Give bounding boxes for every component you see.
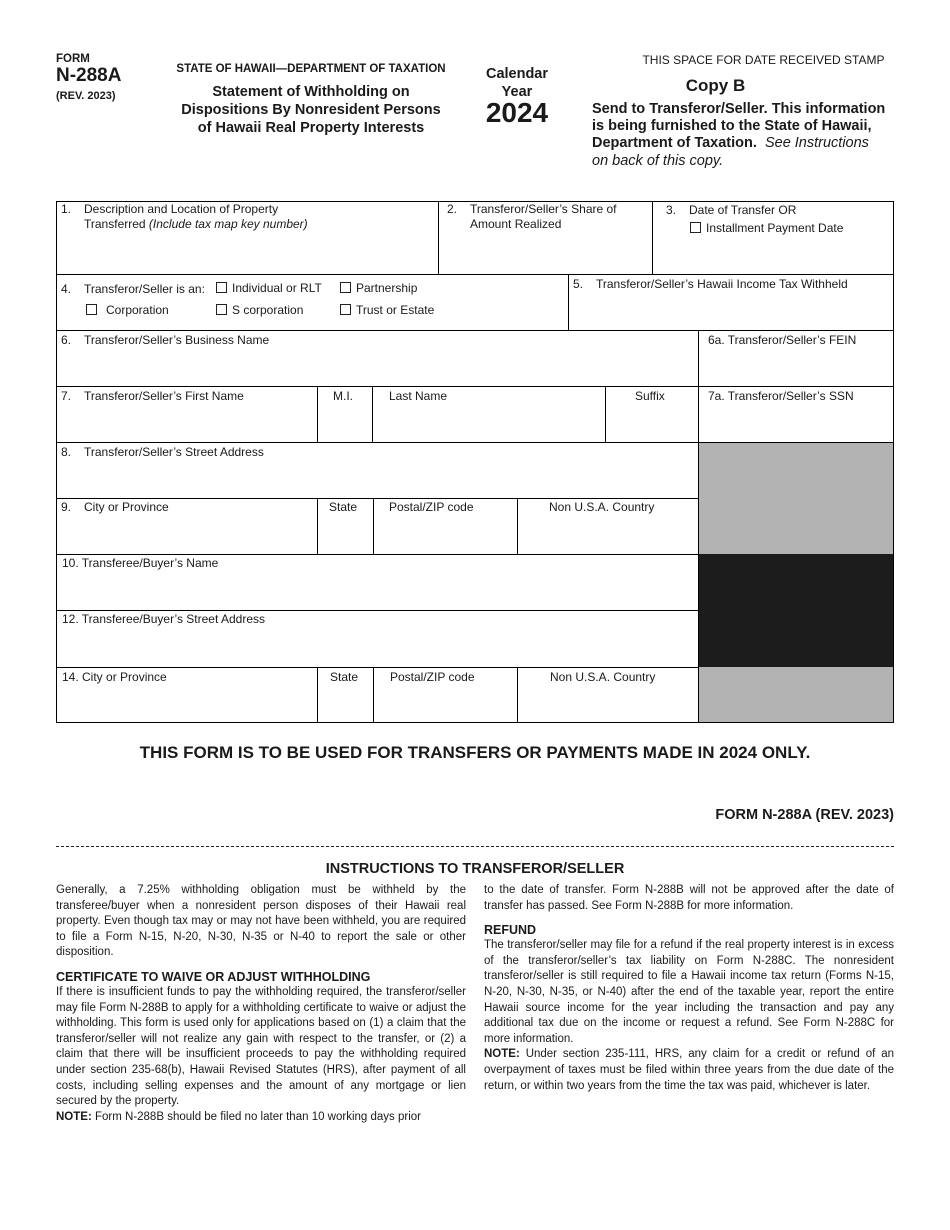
field-9-label[interactable]: City or Province: [84, 500, 169, 514]
trust-estate-label: Trust or Estate: [356, 303, 435, 317]
col-line: [438, 201, 439, 275]
field-9-number: 9.: [61, 500, 72, 514]
field-3-line1: Date of Transfer OR: [689, 203, 797, 217]
field-7-mi-label[interactable]: M.I.: [333, 389, 353, 403]
copy-note-line3: [592, 135, 912, 152]
copy-note: [592, 101, 912, 170]
agency-name: STATE OF HAWAII—DEPARTMENT OF TAXATION: [176, 63, 446, 75]
installment-payment-checkbox[interactable]: [690, 222, 701, 233]
partnership-checkbox[interactable]: [340, 282, 351, 293]
field-1-number: 1.: [61, 202, 72, 216]
col-line: [372, 386, 373, 443]
s-corporation-label: S corporation: [232, 303, 304, 317]
copy-note-line1: Send to Transferor/Seller. This information: [592, 101, 886, 117]
form-label: FORM: [56, 53, 90, 65]
field-14-state-label[interactable]: State: [330, 670, 359, 684]
instructions-right-column: [484, 883, 894, 1094]
col-line: [373, 498, 374, 555]
field-3-number: 3.: [666, 203, 677, 217]
row-line: [56, 610, 698, 611]
calendar-line1: Calendar: [485, 66, 549, 82]
field-7-number: 7.: [61, 389, 72, 403]
field-1-line2: Transferred: [84, 217, 146, 231]
refund-note-text: Under section 235-111, HRS, any claim for a credit or refund of an overpayment of taxes must be filed within three years from the due date of the return, or within two years from the time the tax was paid, whichever is later.: [484, 1048, 894, 1092]
certificate-heading: CERTIFICATE TO WAIVE OR ADJUST WITHHOLDING: [56, 969, 371, 984]
field-1-label[interactable]: [61, 202, 308, 232]
field-7-suffix-label[interactable]: Suffix: [635, 389, 665, 403]
field-7-last-name-label[interactable]: Last Name: [389, 389, 448, 403]
refund-heading: REFUND: [484, 923, 537, 938]
field-5-number: 5.: [573, 277, 584, 291]
field-14-label[interactable]: 14. City or Province: [62, 670, 167, 684]
cut-line: [56, 846, 894, 847]
field-8-label[interactable]: Transferor/Seller’s Street Address: [84, 445, 264, 459]
instructions-intro: Generally, a 7.25% withholding obligation must be withheld by the transferee/buyer when a nonresident person disposes of their Hawaii real property. Even though tax may or may not have been withheld, you are required to file a Form N-15, N-20, N-30, N-35 or N-40 to report the sale or other disposition.: [56, 884, 466, 959]
instructions-left-column: [56, 883, 466, 1125]
calendar-line2: Year: [501, 84, 533, 100]
footer-form-number: FORM N-288A (REV. 2023): [715, 807, 894, 823]
field-9-country-label[interactable]: Non U.S.A. Country: [549, 500, 655, 514]
certificate-note-text: Form N-288B should be filed no later than 10 working days prior: [94, 1110, 421, 1123]
field-7-label[interactable]: Transferor/Seller’s First Name: [84, 389, 244, 403]
field-1-tmk-note: (Include tax map key number): [148, 217, 308, 231]
field-1-line2-wrap: [61, 217, 308, 232]
row-line: [56, 274, 894, 275]
s-corporation-checkbox[interactable]: [216, 304, 227, 315]
col-line: [517, 667, 518, 723]
col-line: [568, 274, 569, 331]
certificate-note-label: NOTE:: [56, 1110, 92, 1123]
option-s-corporation[interactable]: [216, 303, 303, 318]
individual-checkbox[interactable]: [216, 282, 227, 293]
certificate-note: [56, 1110, 466, 1126]
field-2-label[interactable]: [447, 202, 617, 232]
installment-payment-label: Installment Payment Date: [706, 221, 844, 235]
row-line: [56, 386, 894, 387]
field-10-label[interactable]: 10. Transferee/Buyer’s Name: [62, 556, 219, 570]
copy-note-dept: Department of Taxation.: [592, 135, 757, 152]
stamp-space-label: THIS SPACE FOR DATE RECEIVED STAMP: [642, 53, 885, 67]
field-5-text: Transferor/Seller’s Hawaii Income Tax Withheld: [596, 277, 848, 291]
form-title-line3: of Hawaii Real Property Interests: [197, 120, 425, 136]
row-line: [56, 442, 894, 443]
refund-note-label: NOTE:: [484, 1048, 520, 1061]
option-corporation[interactable]: [86, 303, 169, 318]
copy-label: Copy B: [685, 76, 746, 95]
calendar-year-label: [472, 65, 562, 101]
corporation-checkbox[interactable]: [86, 304, 97, 315]
refund-text: The transferor/seller may file for a refund if the real property interest is in excess of the transferor/seller’s tax liability on Form N-288C. The nonresident transferor/seller is still required to file a Hawaii income tax return (Forms N-15, N-20, N-30, N-35, or N-40) after the end of the taxable year, report the entire Hawaii source income for the year including the transaction and pay any additional tax due on the income or request a refund. See Form N-288C for more information.: [484, 939, 894, 1045]
field-2-line2: Amount Realized: [470, 217, 562, 231]
row-line: [56, 498, 698, 499]
copy-note-see-instructions: See Instructions: [764, 135, 869, 152]
installment-checkbox-row[interactable]: [666, 221, 843, 236]
copy-note-line2: is being furnished to the State of Hawaii,: [592, 118, 872, 135]
row-line: [56, 554, 698, 555]
col-line: [317, 667, 318, 723]
field-2-line1: Transferor/Seller’s Share of: [470, 202, 617, 216]
certificate-text: If there is insufficient funds to pay the withholding required, the transferor/seller may file Form N-288B to apply for a withholding certificate to waive or adjust the withholding. This form is used only for applications based on (1) a claim that the transferor/seller will not realize any gain with respect to the transfer, or (2) a claim that there will be insufficient proceeds to pay the withholding required under section 235-68(b), Hawaii Revised Statutes (HRS), after payment of all costs, including selling expenses and the amount of any mortgage or lien secured by the property.: [56, 985, 466, 1108]
field-6a-label[interactable]: 6a. Transferor/Seller’s FEIN: [708, 333, 857, 347]
field-14-zip-label[interactable]: Postal/ZIP code: [390, 670, 475, 684]
individual-label: Individual or RLT: [232, 281, 322, 295]
col-line: [698, 330, 699, 723]
form-number: N-288A: [56, 65, 122, 86]
col-line: [517, 498, 518, 555]
certificate-note-continued: to the date of transfer. Form N-288B will not be approved after the date of transfer has passed. See Form N-288B for more information.: [484, 884, 894, 912]
row-line: [56, 667, 698, 668]
field-9-state-label[interactable]: State: [329, 500, 358, 514]
col-line: [373, 667, 374, 723]
col-line: [317, 386, 318, 443]
field-9-zip-label[interactable]: Postal/ZIP code: [389, 500, 474, 514]
field-14-country-label[interactable]: Non U.S.A. Country: [550, 670, 656, 684]
col-line: [317, 498, 318, 555]
field-6-label[interactable]: Transferor/Seller’s Business Name: [84, 333, 270, 347]
form-title: [150, 83, 472, 137]
col-line: [652, 201, 653, 275]
row-line: [56, 330, 894, 331]
field-5-label[interactable]: [573, 277, 848, 292]
field-3-label[interactable]: [666, 203, 843, 236]
instructions-heading: INSTRUCTIONS TO TRANSFEROR/SELLER: [325, 861, 625, 877]
form-revision: (REV. 2023): [56, 90, 116, 102]
form-title-line1: Statement of Withholding on: [212, 84, 410, 100]
field-7a-label[interactable]: 7a. Transferor/Seller’s SSN: [708, 389, 854, 403]
option-partnership[interactable]: [340, 281, 417, 296]
field-12-label[interactable]: 12. Transferee/Buyer’s Street Address: [62, 612, 265, 626]
tax-year: 2024: [485, 97, 549, 128]
form-title-line2: Dispositions By Nonresident Persons: [181, 102, 441, 118]
field-6-number: 6.: [61, 333, 72, 347]
field-8-number: 8.: [61, 445, 72, 459]
field-4-number: 4.: [61, 282, 72, 296]
option-individual[interactable]: [216, 281, 322, 296]
field-1-line1: Description and Location of Property: [84, 202, 279, 216]
year-only-notice: THIS FORM IS TO BE USED FOR TRANSFERS OR PAYMENTS MADE IN 2024 ONLY.: [139, 743, 811, 762]
col-line: [605, 386, 606, 443]
trust-estate-checkbox[interactable]: [340, 304, 351, 315]
copy-note-back: on back of this copy.: [592, 152, 724, 169]
partnership-label: Partnership: [356, 281, 418, 295]
refund-note: [484, 1047, 894, 1094]
corporation-label: Corporation: [106, 303, 169, 317]
field-2-number: 2.: [447, 202, 458, 216]
option-trust-estate[interactable]: [340, 303, 434, 318]
field-4-label: Transferor/Seller is an:: [84, 282, 205, 296]
